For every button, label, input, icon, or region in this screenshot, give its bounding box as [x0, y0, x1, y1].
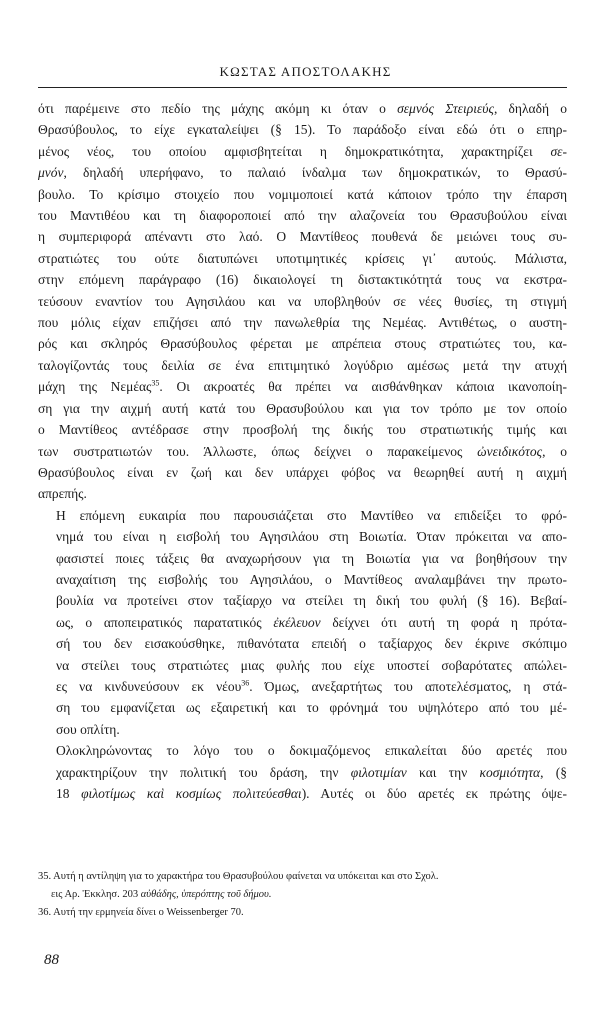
- text-line: ες να κινδυνεύσουν εκ νέου$^{36}$. Όμως, ανεξαρτήτως του αποτελέσματος, η στά-: [56, 678, 568, 694]
- footnote-36: 36. Αυτή την ερμηνεία δίνει ο Weissenberger 70.: [38, 907, 244, 918]
- text-line: χαρακτηρίζουν την πολιτική του δράση, την φιλοτιμίαν και την κοσμιότητα, (§: [56, 764, 567, 780]
- text-line: Θρασύβουλος, το είχε εγκαταλείψει (§ 15). Το παράδοξο είναι εδώ ότι ο επηρ-: [38, 122, 567, 138]
- text-line: η συμπεριφορά απέναντι στο λαό. Ο Μαντίθεος πουθενά δε μειώνει τους συ-: [38, 229, 567, 245]
- footnote-35-continuation: εις Αρ. Ἐκκλησ. 203 αὐθάδης, ὑπερόπτης τοῦ δήμου.: [51, 889, 272, 900]
- text-line: που μόλις είχαν επιζήσει από την πανωλεθρία της Νεμέας. Αντιθέτως, ο αυστη-: [38, 315, 567, 331]
- paragraph-2: [38, 505, 567, 740]
- text-line: μένος νέος, του οποίου αμφισβητείται η δημοκρατικότητα, χαρακτηρίζει σε-: [38, 143, 567, 159]
- text-line: Θρασύβουλος είναι εν ζωή και δεν υπάρχει φόβος να θεωρηθεί αυτή η αιχμή: [38, 464, 567, 480]
- text-line: των συστρατιωτών του. Άλλωστε, όπως δείχνει ο παρακείμενος ὠνειδικότος, ο: [38, 443, 567, 459]
- page-number: 88: [44, 952, 59, 968]
- text-line: ο Μαντίθεος αντέδρασε στην προσβολή της δικής του στρατιωτικής τιμής και: [38, 422, 567, 438]
- text-line: ότι παρέμεινε στο πεδίο της μάχης ακόμη κι όταν ο σεμνός Στειριεύς, δηλαδή ο: [38, 101, 567, 116]
- text-line: βουλο. Το κρίσιμο στοιχείο που νομιμοποιεί κατά κάποιον τρόπο την έπαρση: [38, 186, 567, 202]
- footnotes: [38, 868, 567, 922]
- paragraph-1: [38, 98, 567, 505]
- text-line: αναχαίτιση της εισβολής του Αγησιλάου, ο Μαντίθεος αναλαμβάνει την πρωτο-: [56, 571, 567, 587]
- text-line: στην επόμενη παράγραφο (16) δικαιολογεί τη διστακτικότητά τους να εκστρα-: [38, 272, 567, 288]
- footnote-35: 35. Αυτή η αντίληψη για το χαρακτήρα του Θρασυβούλου φαίνεται να υπόκειται και στο Σχολ.: [38, 871, 439, 882]
- text-line: σου οπλίτη.: [56, 721, 120, 737]
- text-line: απρεπής.: [38, 486, 87, 502]
- footnote-ref-35: 35: [151, 378, 160, 388]
- text-line: ως, ο αποπειρατικός παρατατικός ἐκέλευον δείχνει ότι αυτή τη φορά η πρότα-: [56, 614, 567, 630]
- text-line: ταλογίζοντάς τους δειλία σε ένα επιτιμητικό λογύδριο αμέσως μετά την ατυχή: [38, 357, 567, 373]
- running-head: ΚΩΣΤΑΣ ΑΠΟΣΤΟΛΑΚΗΣ: [219, 64, 392, 79]
- text-line: ρός και σκληρός Θρασύβουλος φέρεται με απρέπεια στους στρατιώτες του, κα-: [38, 336, 567, 352]
- text-line: να στείλει τους στρατιώτες μιας φυλής που είχε υποστεί σοβαρότατες απώλει-: [56, 657, 567, 673]
- text-line: φασιστεί ποιες τάξεις θα αναχωρήσουν για τη Βοιωτία για να βοηθήσουν την: [56, 550, 567, 566]
- footnote-ref-36: 36: [241, 678, 250, 688]
- body-text: [38, 98, 567, 804]
- text-line: του Μαντιθέου και τη διαφοροποιεί από την αλαζονεία του Θρασυβούλου είναι: [38, 208, 567, 224]
- text-line: Η επόμενη ευκαιρία που παρουσιάζεται στο Μαντίθεο να επιδείξει το φρό-: [56, 507, 567, 523]
- paragraph-3: [38, 740, 567, 804]
- text-line: 18 φιλοτίμως καὶ κοσμίως πολιτεύεσθαι). Αυτές οι δύο αρετές εκ πρώτης όψε-: [56, 786, 567, 801]
- text-line: σή του δεν εισακούσθηκε, πιθανότατα επειδή ο ταξίαρχος δεν έκρινε σκόπιμο: [56, 636, 567, 652]
- text-line: ση του εμφανίζεται ως εξαιρετική και το φρόνημά του υψηλότερο από του μέ-: [56, 700, 567, 716]
- text-line: μάχη της Νεμέας$^{35}$. Οι ακροατές θα πρέπει να αισθάνθηκαν κάποια ικανοποίη-: [38, 378, 567, 395]
- text-line: στρατιώτες του ούτε διατυπώνει υποτιμητικές κρίσεις γι᾽ αυτούς. Μάλιστα,: [38, 250, 567, 266]
- text-line: μνόν, δηλαδή υπερήφανο, το παλαιό ίνδαλμα των δημοκρατικών, το Θρασύ-: [38, 165, 567, 181]
- text-line: τεύσουν εναντίον του Αγησιλάου και να υποβληθούν σε νέες θυσίες, τη στιγμή: [38, 293, 567, 309]
- header-rule: [38, 87, 567, 88]
- text-line: ση για την αιχμή αυτή κατά του Θρασυβούλου και για τον τρόπο με τον οποίο: [38, 400, 567, 416]
- text-line: Ολοκληρώνοντας το λόγο του ο δοκιμαζόμενος επικαλείται δύο αρετές που: [56, 743, 567, 759]
- text-line: βουλία να προτείνει στον ταξίαρχο να στείλει τη δική του φυλή (§ 16). Βεβαί-: [56, 593, 567, 609]
- text-line: νημά του είναι η εισβολή του Αγησιλάου στη Βοιωτία. Όταν πρόκειται να απο-: [56, 529, 567, 545]
